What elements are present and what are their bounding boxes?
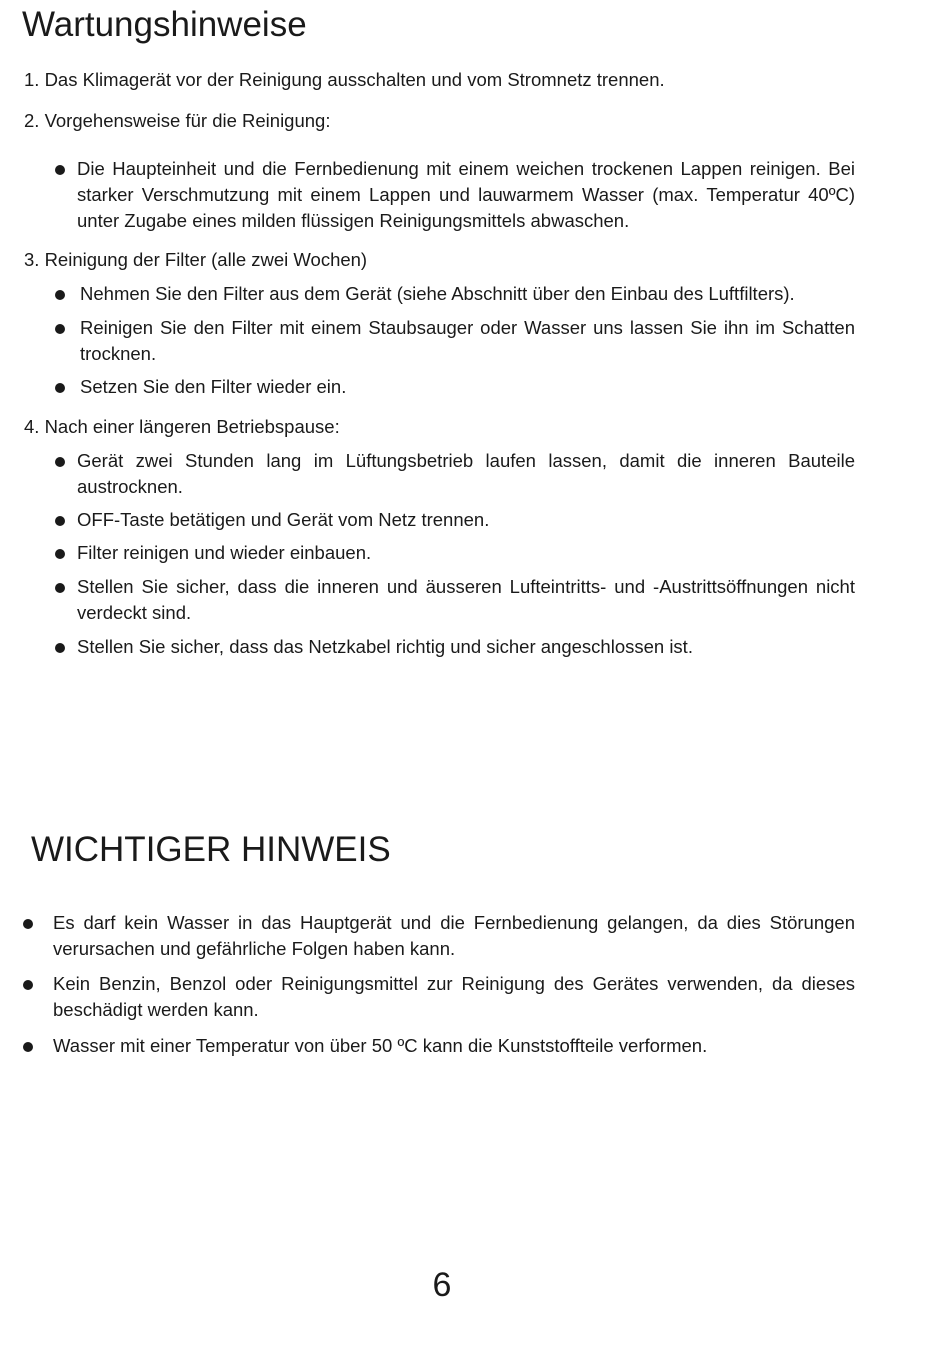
bullet-text: Stellen Sie sicher, dass das Netzkabel richtig und sicher angeschlossen ist.	[77, 636, 693, 657]
bullet-filter-clean	[80, 315, 855, 367]
bullet-power-cable	[77, 634, 855, 660]
item-3: 3. Reinigung der Filter (alle zwei Wochen)	[24, 249, 368, 270]
bullet-text: Wasser mit einer Temperatur von über 50 ºC kann die Kunststoffteile verformen.	[53, 1035, 708, 1056]
bullet-dot-icon	[23, 1042, 33, 1052]
bullet-dot-icon	[55, 457, 65, 467]
bullet-no-water	[53, 910, 855, 962]
bullet-dot-icon	[55, 549, 65, 559]
item-4: 4. Nach einer längeren Betriebspause:	[24, 416, 340, 437]
bullet-text: Die Haupteinheit und die Fernbedienung mit einem weichen trockenen Lappen reinigen. Bei starker Verschmutzung mit einem Lappen und lauwarmem Wasser (max. Temperatur 40ºC) unter Zugabe eines milden flüssigen Reinigungsmittels abwaschen.	[77, 158, 855, 231]
bullet-dot-icon	[55, 165, 65, 175]
item-1: 1. Das Klimagerät vor der Reinigung ausschalten und vom Stromnetz trennen.	[24, 69, 665, 90]
bullet-dot-icon	[55, 383, 65, 393]
bullet-no-solvents	[53, 971, 855, 1023]
bullet-text: Nehmen Sie den Filter aus dem Gerät (siehe Abschnitt über den Einbau des Luftfilters).	[80, 283, 795, 304]
bullet-filter-remove	[80, 281, 855, 307]
bullet-text: Filter reinigen und wieder einbauen.	[77, 542, 372, 563]
bullet-text: Kein Benzin, Benzol oder Reinigungsmittel zur Reinigung des Gerätes verwenden, da dieses beschädigt werden kann.	[53, 973, 855, 1020]
page-number: 6	[432, 1266, 452, 1304]
bullet-openings	[77, 574, 855, 626]
bullet-dot-icon	[23, 919, 33, 929]
bullet-text: Reinigen Sie den Filter mit einem Staubsauger oder Wasser uns lassen Sie ihn im Schatten trocknen.	[80, 317, 855, 364]
bullet-dot-icon	[55, 583, 65, 593]
bullet-filter-refit	[77, 540, 855, 566]
bullet-dot-icon	[55, 324, 65, 334]
bullet-text: OFF-Taste betätigen und Gerät vom Netz trennen.	[77, 509, 490, 530]
bullet-text: Stellen Sie sicher, dass die inneren und äusseren Lufteintritts- und -Austrittsöffnungen nicht verdeckt sind.	[77, 576, 855, 623]
bullet-dot-icon	[55, 290, 65, 300]
bullet-text: Es darf kein Wasser in das Hauptgerät und die Fernbedienung gelangen, da dies Störungen verursachen und gefährliche Folgen haben kann.	[53, 912, 855, 959]
bullet-cleaning	[77, 156, 855, 234]
bullet-ventilation	[77, 448, 855, 500]
bullet-dot-icon	[23, 980, 33, 990]
bullet-hot-water	[53, 1033, 855, 1059]
bullet-text: Setzen Sie den Filter wieder ein.	[80, 376, 347, 397]
bullet-filter-reinsert	[80, 374, 855, 400]
section-title-maintenance: Wartungshinweise	[22, 5, 307, 44]
bullet-dot-icon	[55, 643, 65, 653]
bullet-text: Gerät zwei Stunden lang im Lüftungsbetrieb laufen lassen, damit die inneren Bauteile austrocknen.	[77, 450, 855, 497]
bullet-dot-icon	[55, 516, 65, 526]
item-2: 2. Vorgehensweise für die Reinigung:	[24, 110, 331, 131]
bullet-off	[77, 507, 855, 533]
section-title-important: WICHTIGER HINWEIS	[31, 830, 391, 869]
